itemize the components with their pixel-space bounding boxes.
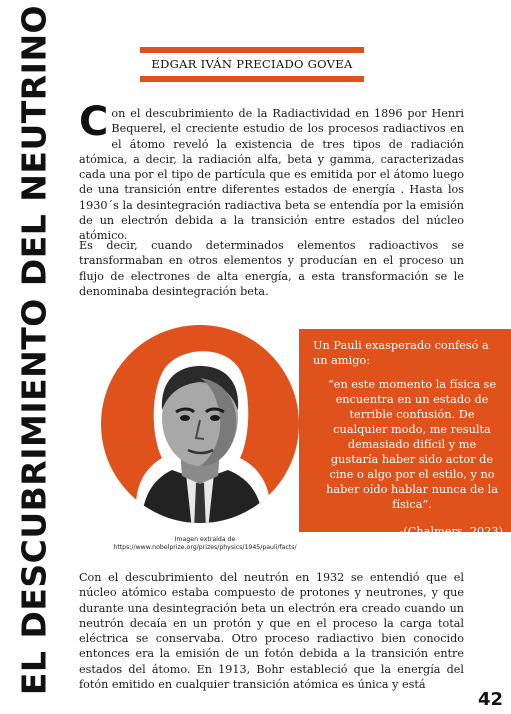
page-number: 42	[477, 689, 503, 710]
vertical-title-text: EL DESCUBRIMIENTO DEL NEUTRINO	[14, 4, 54, 696]
image-caption-line1: Imagen extraída de	[174, 536, 236, 543]
paragraph-beta-decay: Es decir, cuando determinados elementos radioactivos se transformaban en otros elementos y producían en el proceso un flujo de electrones de alta energía, a esta transformación se le denominaba desintegración beta.	[79, 239, 464, 298]
paragraph-intro-text: on el descubrimiento de la Radiactividad en 1896 por Henri Bequerel, el creciente estudio de los procesos radiactivos en el átomo reveló la existencia de tres tipos de radiación atómica, a decir, la radiación alfa, beta y gamma, caracterizadas cada una por el tipo de partícula que es emitida por el átomo luego de una transición entre diferentes estados de energía . Hasta los 1930´s la desintegración radiactiva beta se entendía por la emisión de un electrón debida a la transición entre estados del núcleo atómico.	[79, 107, 464, 243]
author-name: EDGAR IVÁN PRECIADO GOVEA	[151, 57, 353, 71]
drop-cap: C	[79, 99, 109, 145]
pauli-portrait-image	[100, 318, 300, 530]
paragraph-intro	[79, 99, 464, 244]
author-bottom-bar	[140, 76, 364, 82]
author-block	[140, 47, 364, 82]
image-caption-url: https://www.nobelprize.org/prizes/physics/1945/pauli/facts/	[113, 544, 297, 551]
vertical-title	[6, 0, 62, 700]
quote-source: -(Chalmers, 2023)	[399, 525, 503, 538]
image-caption	[90, 536, 320, 552]
paragraph-neutron: Con el descubrimiento del neutrón en 1932 se entendió que el núcleo atómico estaba compuesto de protones y neutrones, y que durante una desintegración beta un electrón era creado cuando un neutrón decaía en un protón y que en el proceso la carga total eléctrica se conservaba. Otro proceso radiactivo bien conocido entonces era la emisión de un fotón debida a la transición entre estados del átomo. En 1913, Bohr estableció que la energía del fotón emitido en cualquier transición atómica es única y está	[79, 571, 464, 692]
quote-intro: Un Pauli exasperado confesó a un amigo:	[313, 339, 489, 367]
quote-text: “en este momento la física se encuentra en un estado de terrible confusión. De cualquier modo, me resulta demasiado difícil y me gustaría haber sido actor de cine o algo por el estilo, y no haber oído hablar nunca de la física”.	[326, 378, 498, 511]
quote-box	[299, 329, 511, 538]
